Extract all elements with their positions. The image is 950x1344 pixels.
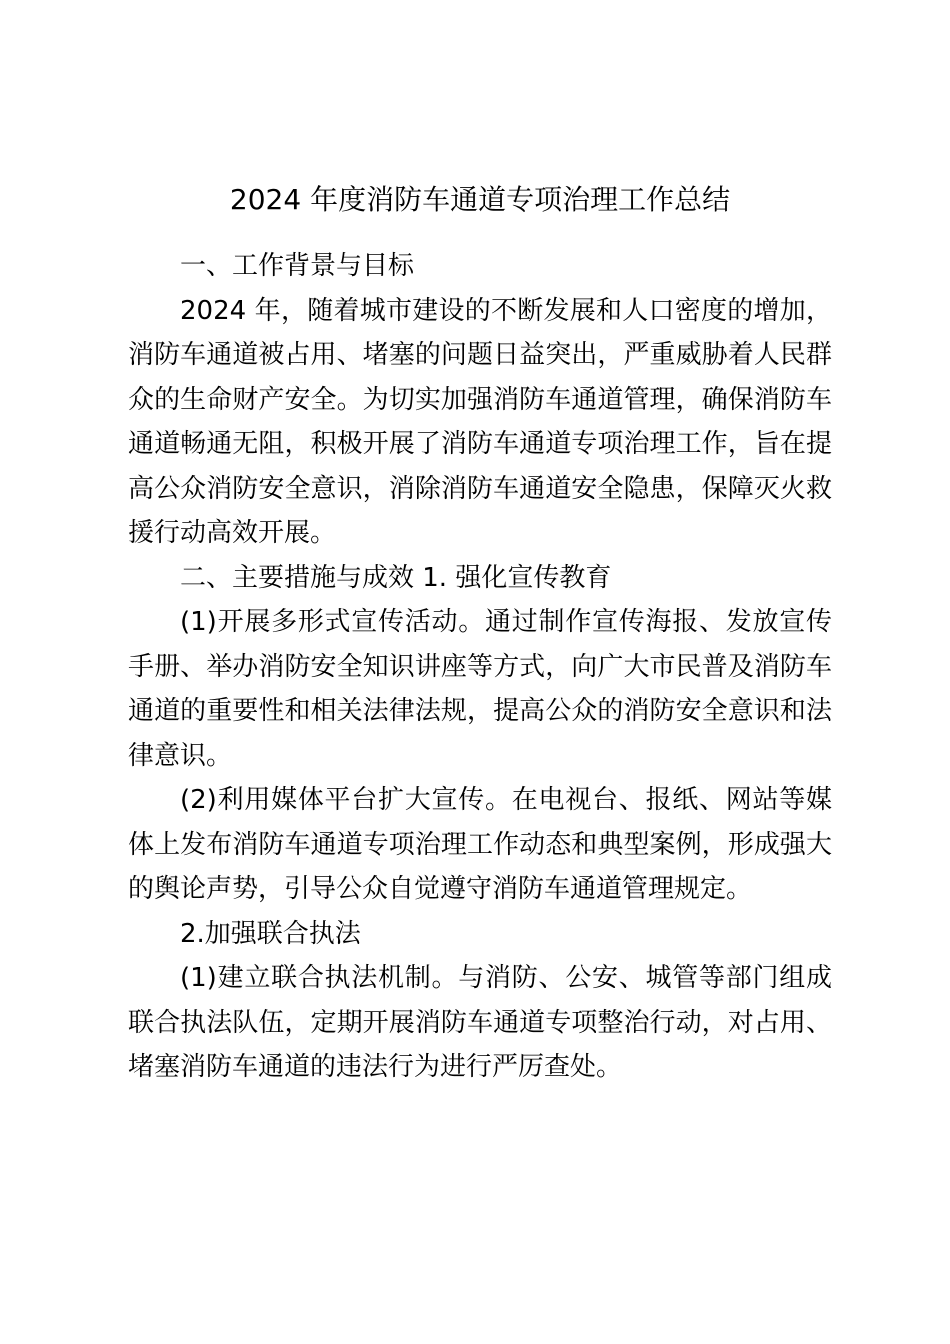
paragraph-joint-enforcement-mechanism: (1)建立联合执法机制。与消防、公安、城管等部门组成联合执法队伍，定期开展消防车通道专项整治行动，对占用、堵塞消防车通道的违法行为进行严厉查处。 (128, 963, 832, 1082)
subheading-joint-enforcement: 2.加强联合执法 (180, 918, 361, 949)
paragraph-media-publicity: (2)利用媒体平台扩大宣传。在电视台、报纸、网站等媒体上发布消防车通道专项治理工作动态和典型案例，形成强大的舆论声势，引导公众自觉遵守消防车通道管理规定。 (128, 785, 832, 904)
paragraph-publicity-activities: (1)开展多形式宣传活动。通过制作宣传海报、发放宣传手册、举办消防安全知识讲座等方式，向广大市民普及消防车通道的重要性和相关法律法规，提高公众的消防安全意识和法律意识。 (128, 607, 832, 771)
document-title: 2024 年度消防车通道专项治理工作总结 (229, 183, 731, 216)
section-heading-measures: 二、主要措施与成效 1. 强化宣传教育 (180, 562, 612, 593)
section-heading-background: 一、工作背景与目标 (180, 251, 415, 281)
paragraph-background: 2024 年，随着城市建设的不断发展和人口密度的增加，消防车通道被占用、堵塞的问题日益突出，严重威胁着人民群众的生命财产安全。为切实加强消防车通道管理，确保消防车通道畅通无阻，积极开展了消防车通道专项治理工作，旨在提高公众消防安全意识，消除消防车通道安全隐患，保障灭火救援行动高效开展。 (128, 295, 832, 548)
